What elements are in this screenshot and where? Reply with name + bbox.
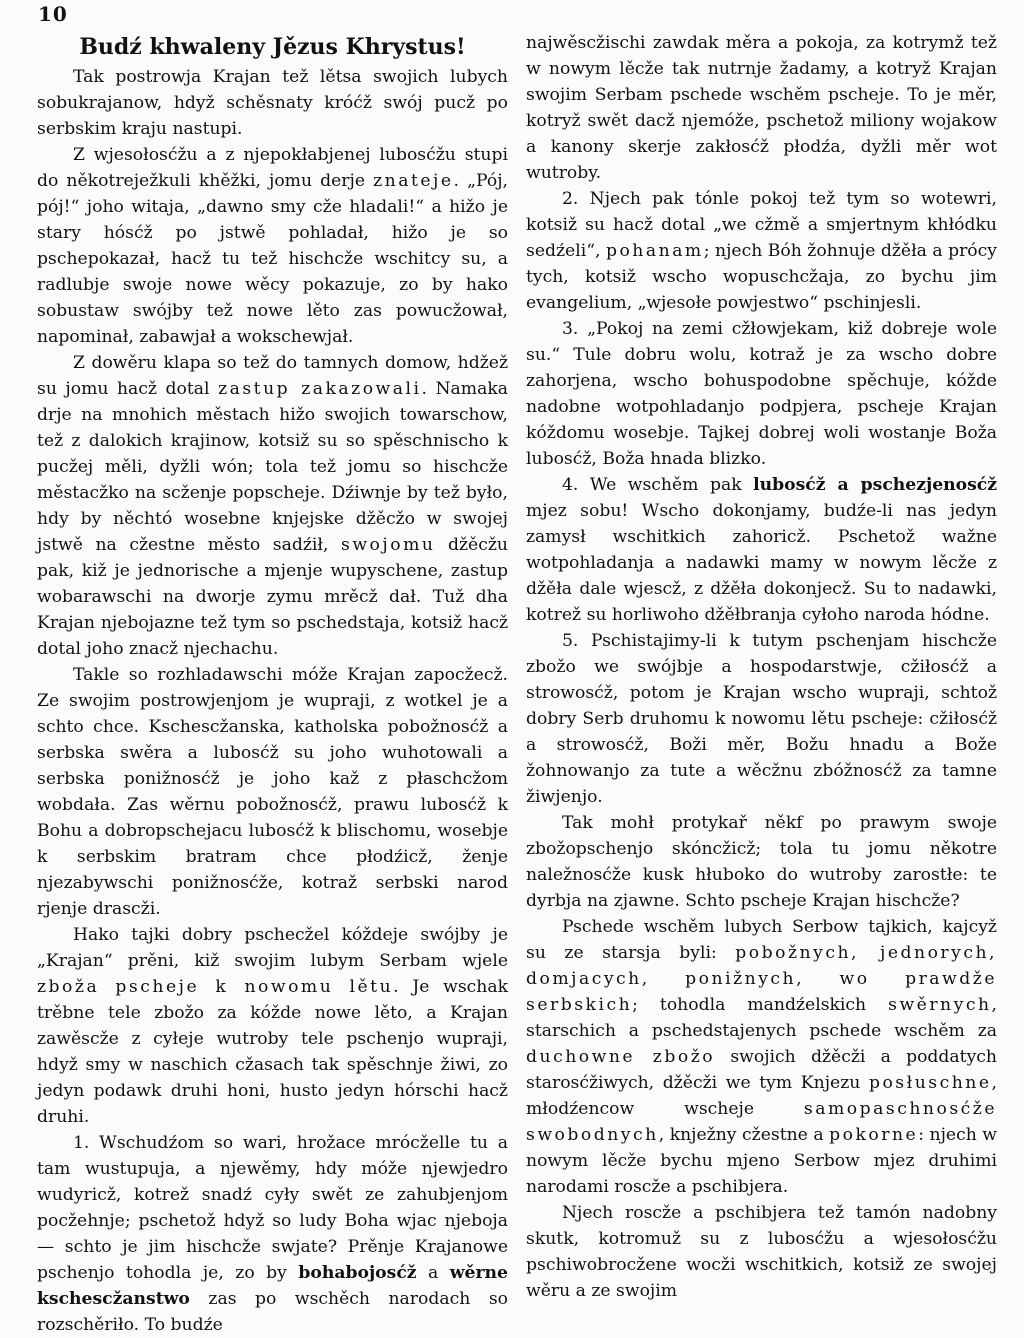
right-column: [526, 30, 997, 1301]
spaced-phrase: zboža pscheje k nowomu lětu: [37, 977, 394, 997]
left-column: [37, 30, 509, 1335]
spaced-phrase: swěrnych: [888, 995, 992, 1015]
bold-phrase: wěrne kschescžanstwo: [37, 1263, 508, 1309]
paragraph: Z wjesołosćžu a z njepokłabjenej lubosćžu stupi do někotreježkuli khěžki, jomu derje znateje. „Pój, pój!“ joho witaja, „dawno smy cže hladali!“ a hižo je stary hósćž po jstwě pohladał, hižo je so pschepokazał, hacž tu tež hischcže wschitcy su, a radlubje swoje nowe wěcy pokazuje, zo by hako sobustaw swójby tež nowe lěto zas powucžował, napominał, zabawjał a wokschewjał.: [37, 145, 508, 347]
paragraph: 4. We wschěm pak lubosćž a pschezjenosćž mjez sobu! Wscho dokonjamy, budźe-li nas jedyn zamysł wschitkich zahoricž. Pschetož wažne wotpohladanja a nadawki mamy w nowym lěcže z džěła dale wjescž, z džěła dokonjecž. Su to nadawki, kotrež su horliwoho džěłbranja cyłoho naroda hódne.: [526, 475, 997, 625]
page-number: 10: [38, 2, 68, 26]
spaced-phrase: znateje: [373, 171, 454, 191]
paragraph: 1. Wschudźom so wari, hrožace mrócželle tu a tam wustupuja, a njewěmy, hdy móže njewjedro wudyricž, kotrež snadź cyły swět ze zahubjenjom pocžehnje; pschetož hdyž so ludy Boha wjac njeboja — schto je jim hischcže swjate? Prěnje Krajanowe pschenjo tohodla je, zo by bohabojosćž a wěrne kschescžanstwo zas po wschěch narodach so rozschěriło. To budźe: [37, 1133, 508, 1335]
bold-phrase: bohabojosćž: [298, 1263, 417, 1283]
spaced-phrase: pokorne: [829, 1125, 919, 1145]
spaced-phrase: pohanam: [605, 241, 704, 261]
spaced-phrase: swojomu: [341, 535, 436, 555]
article-headline: Budź khwaleny Jězus Khrystus!: [79, 34, 466, 60]
paragraph: najwěscžischi zawdak měra a pokoja, za kotrymž tež w nowym lěcže tak nutrnje žadamy, a kotryž Krajan swojim Serbam pschede wschěm pscheje. To je měr, kotryž swět dacž njemóže, pschetož miliony wojakow a kanony skerje zakłosćž płodźa, dyžli měr wot wutroby.: [526, 33, 997, 183]
paragraph: 5. Pschistajimy-li k tutym pschenjam hischcže zbožo we swójbje a hospodarstwje, cžiłosćž a strowosćž, potom je Krajan wscho wupraji, schtož dobry Serb druhomu k nowomu lětu pscheje: cžiłosćž a strowosćž, Boži měr, Božu hnadu a Bože žohnowanjo za tute a wěcžnu zbóžnosćž za tamne žiwjenjo.: [526, 631, 997, 807]
spaced-phrase: duchowne zbožo: [526, 1047, 716, 1067]
paragraph: 2. Njech pak tónle pokoj tež tym so wotewri, kotsiž su hacž dotal „we cžmě a smjertnym khłódku sedźeli“, pohanam; njech Bóh žohnuje džěła a prócy tych, kotsiž wscho wopuschcžaja, zo bychu jim evangelium, „wjesołe powjestwo“ pschinjesli.: [526, 189, 997, 313]
paragraph: Tak postrowja Krajan tež lětsa swojich lubych sobukrajanow, hdyž schěsnaty króćž swój pucž po serbskim kraju nastupi.: [37, 67, 508, 139]
paragraph: Tak mohł protykař někf po prawym swoje zbožopschenjo skóncžicž; tola tu jomu někotre naležnosćže kusk hłuboko do wutroby zarostłe: te dyrbja na zjawne. Schto pscheje Krajan hischcže?: [526, 813, 997, 911]
paragraph: Njech roscže a pschibjera tež tamón nadobny skutk, kotromuž su z lubosćžu a wjesołosćžu pschiwobrocžene wocži wschitkich, kotsiž ze swojej wěru a ze swojim: [526, 1203, 997, 1301]
paragraph: 3. „Pokoj na zemi cžłowjekam, kiž dobreje wole su.“ Tule dobru wolu, kotraž je za wscho dobre zahorjena, wscho bohuspodobne spěchuje, kóžde nadobne wotpohladanjo podpjera, pscheje Krajan kóždomu wosebje. Tajkej dobrej woli wostanje Boža lubosćž, Boža hnada blizko.: [526, 319, 997, 469]
spaced-phrase: posłuschne: [868, 1073, 992, 1093]
spaced-phrase: zastup zakazowali: [218, 379, 422, 399]
article-columns: [37, 30, 997, 1335]
spaced-phrase: samopaschnosćže swobodnych: [526, 1099, 997, 1145]
paragraph: Takle so rozhladawschi móže Krajan zapocžecž. Ze swojim postrowjenjom je wupraji, z wotkel je a schto chce. Kschescžanska, katholska pobožnosćž a serbska swěra a lubosćž su joho wuhotowali a serbska ponižnosćž je joho kaž z płaschcžom wobdała. Zas wěrnu pobožnosćž, prawu lubosćž k Bohu a dobropschejacu lubosćž k blischomu, wosebje k serbskim bratram chce płodźicž, ženje njezabywschi ponižnosćže, kotraž serbski narod rjenje drascži.: [37, 665, 508, 919]
paragraph: Pschede wschěm lubych Serbow tajkich, kajcyž su ze starsja byli: pobožnych, jednorych, domjacych, ponižnych, wo prawdže serbskich; tohodla mandźelskich swěrnych, starschich a pschedstajenych pschede wschěm za duchowne zbožo swojich džěcži a poddatych starosćžiwych, džěcži we tym Knjezu posłuschne, młodźencow wscheje samopaschnosćže swobodnych, knježny cžestne a pokorne: njech w nowym lěcže bychu mjeno Serbow mjez druhimi narodami roscže a pschibjera.: [526, 917, 997, 1197]
paragraph: Z dowěru klapa so tež do tamnych domow, hdžež su jomu hacž dotal zastup zakazowali. Namaka drje na mnohich městach hižo swojich towarschow, tež z dalokich krajinow, kotsiž su so spěschnischo k pucžej měli, dyžli wón; tola tež jomu so hischcže městacžko na scženje popscheje. Dźiwnje by tež było, hdy by něchtó wosebne knjejske džěcžo w swojej jstwě na cžestne město sadźił, swojomu džěcžu pak, kiž je jednorische a mjenje wupyschene, zastup wobarawschi na dworje zymu mrěcž dał. Tuž dha Krajan njebojazne tež tym so pschedstaja, kotsiž hacž dotal joho znacž njechachu.: [37, 353, 509, 659]
spaced-phrase: pobožnych, jednorych, domjacych, ponižnych, wo prawdže serbskich: [526, 943, 997, 1015]
bold-phrase: lubosćž a pschezjenosćž: [753, 475, 997, 495]
paragraph: Hako tajki dobry pschecžel kóždeje swójby je „Krajan“ prěni, kiž swojim lubym Serbam wjele zboža pscheje k nowomu lětu. Je wschak trěbne tele zbožo za kóžde nowe lěto, a Krajan zawěscže z cyłeje wutroby tele pschenjo wupraji, hdyž smy w naschich cžasach tak spěschnje žiwi, zo jedyn podawk druhi honi, husto jedyn hórschi hacž druhi.: [37, 925, 508, 1127]
